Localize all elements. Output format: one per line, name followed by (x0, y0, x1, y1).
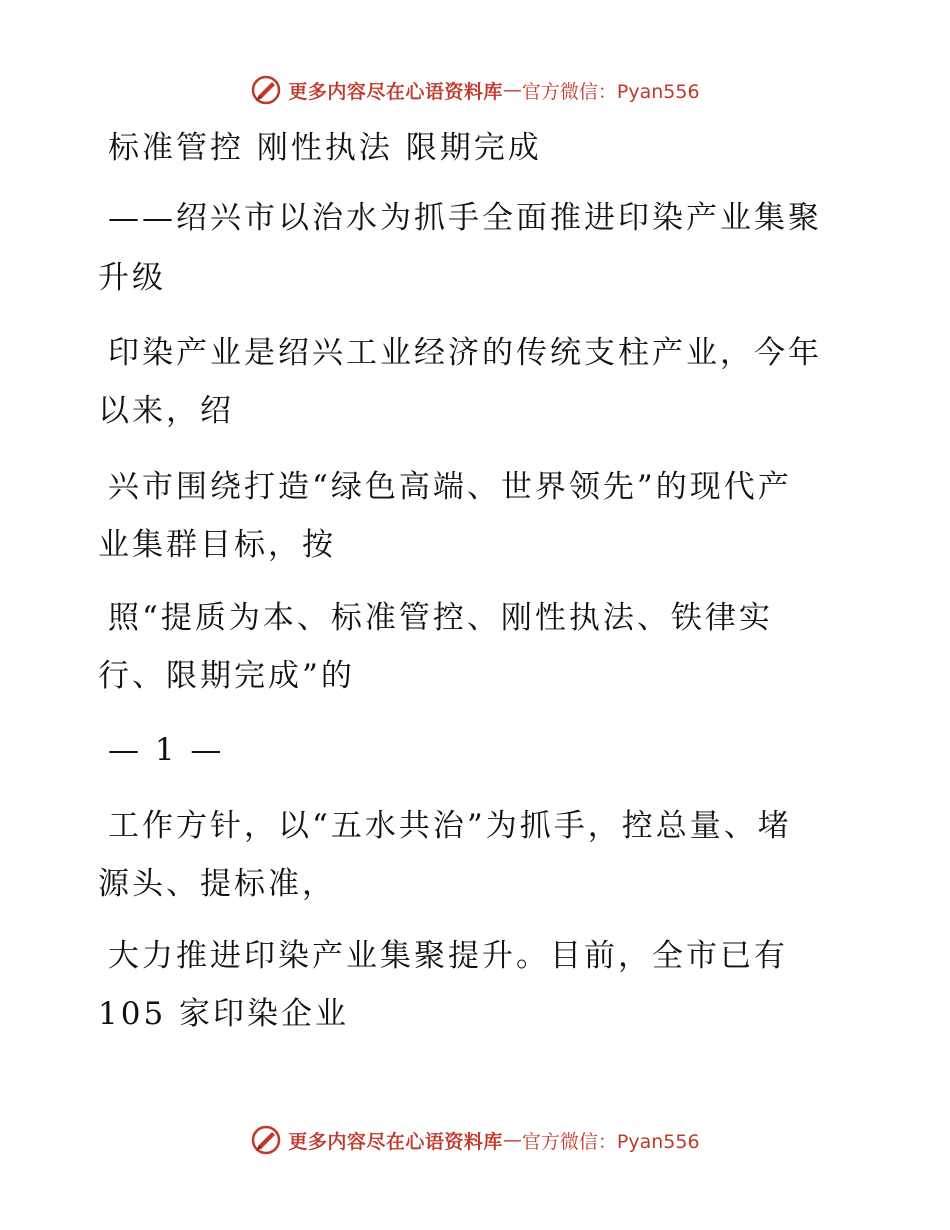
paragraph-line: 印染产业是绍兴工业经济的传统支柱产业，今年 (108, 335, 822, 371)
paragraph-line: 行、限期完成”的 (98, 658, 355, 694)
watermark-brand: 更多内容尽在心语资料库 (288, 1130, 503, 1153)
paragraph-line: 大力推进印染产业集聚提升。目前，全市已有 (108, 938, 788, 974)
document-title: 标准管控 刚性执法 限期完成 (108, 130, 542, 166)
paragraph-line: 工作方针，以“五水共治”为抓手，控总量、堵 (108, 808, 792, 844)
watermark-contact: 官方微信：Pyan556 (521, 80, 700, 103)
quill-seal-icon (250, 1124, 282, 1156)
watermark-footer (0, 1120, 950, 1160)
paragraph-line: 兴市围绕打造“绿色高端、世界领先”的现代产 (108, 469, 792, 505)
watermark-separator: — (502, 79, 522, 101)
paragraph-line: 业集群目标，按 (98, 527, 336, 563)
watermark-separator: — (502, 1129, 522, 1151)
paragraph-line: 源头、提标准， (98, 866, 336, 902)
watermark-brand: 更多内容尽在心语资料库 (288, 80, 503, 103)
document-subtitle: ——绍兴市以治水为抓手全面推进印染产业集聚 (108, 200, 822, 236)
quill-seal-icon (250, 74, 282, 106)
paragraph-line: 照“提质为本、标准管控、刚性执法、铁律实 (108, 600, 773, 636)
watermark-header (0, 70, 950, 110)
paragraph-line: 以来，绍 (98, 393, 234, 429)
document-subtitle-cont: 升级 (98, 260, 166, 296)
paragraph-line: 105 家印染企业 (98, 996, 350, 1032)
page-number: — 1 — (108, 732, 225, 768)
watermark-contact: 官方微信：Pyan556 (521, 1130, 700, 1153)
